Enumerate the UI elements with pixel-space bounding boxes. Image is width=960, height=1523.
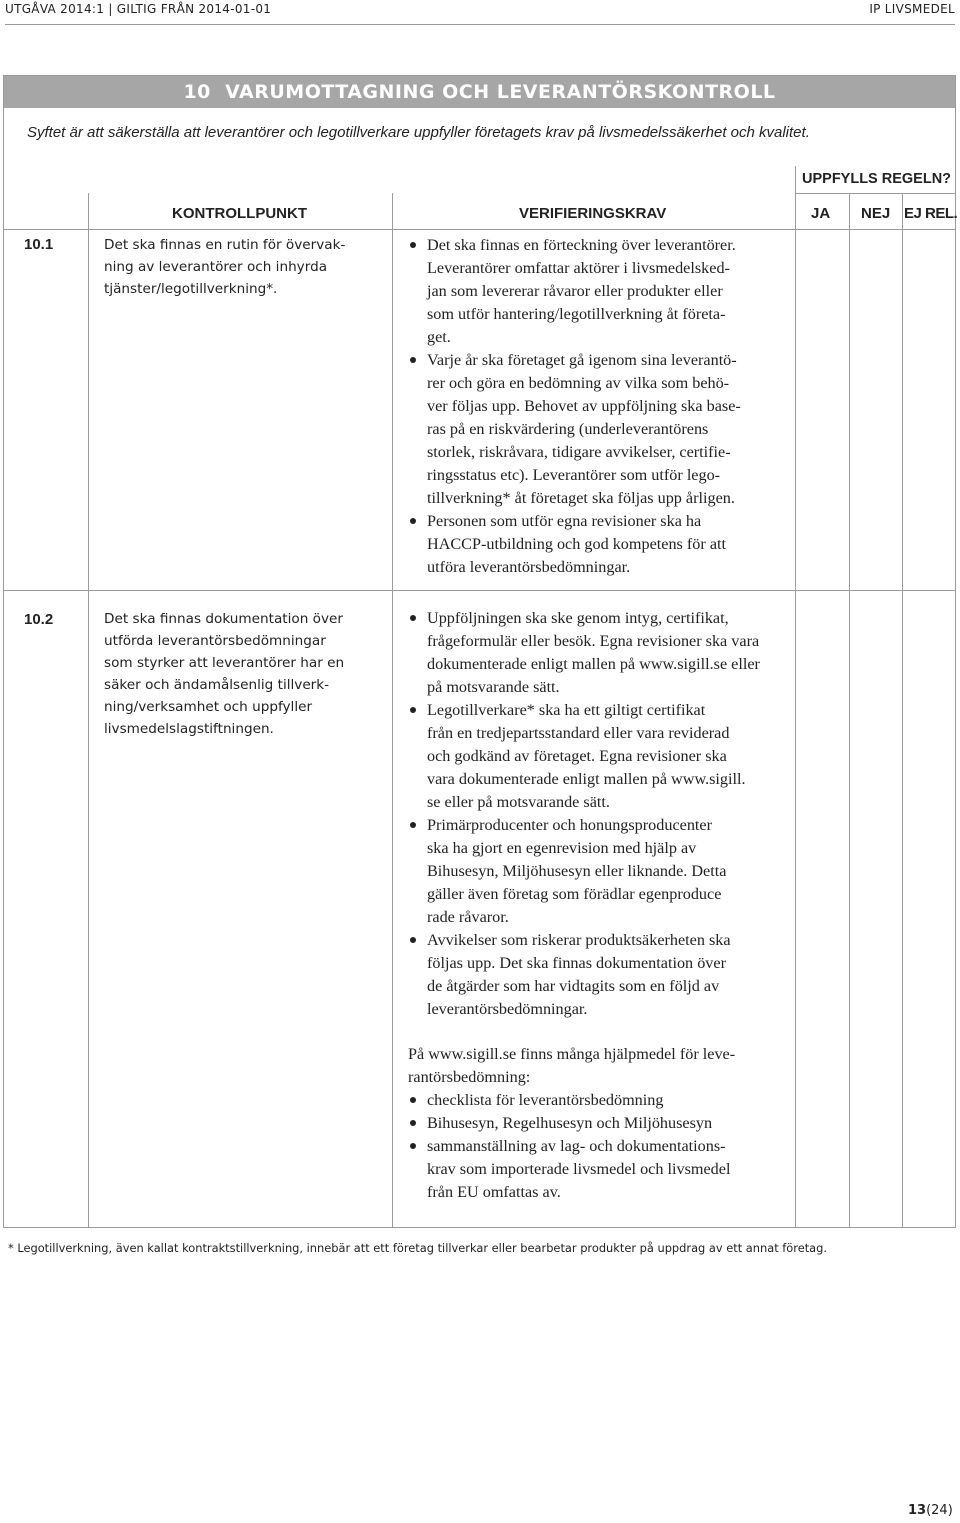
grid-line bbox=[392, 193, 393, 1228]
control-point-number: 10.2 bbox=[24, 611, 54, 628]
list-item: Personen som utför egna revisioner ska ha HACCP-utbildning och god kompetens för att utföra leverantörsbedömningar. bbox=[408, 510, 793, 579]
grid-line bbox=[3, 590, 956, 591]
section-title: 10 VARUMOTTAGNING OCH LEVERANTÖRSKONTROLL bbox=[4, 76, 955, 108]
verification-requirements bbox=[408, 607, 793, 1204]
grid-line bbox=[88, 193, 89, 1228]
list-item: Avvikelser som riskerar produktsäkerheten ska följas upp. Det ska finnas dokumentation över de åtgärder som har vidtagits som en följd av leverantörsbedömningar. bbox=[408, 929, 793, 1021]
control-point-number: 10.1 bbox=[24, 236, 54, 253]
running-header-edition: UTGÅVA 2014:1 | GILTIG FRÅN 2014-01-01 bbox=[5, 2, 272, 16]
page-number: 13(24) bbox=[908, 1503, 953, 1518]
list-item: Det ska finnas en förteckning över leverantörer. Leverantörer omfattar aktörer i livsmedelsked- jan som levererar råvaror eller produkter eller som utför hantering/legotillverkning åt företa- get. bbox=[408, 234, 793, 349]
running-header-title: IP LIVSMEDEL bbox=[869, 2, 955, 16]
section-purpose: Syftet är att säkerställa att leverantörer och legotillverkare uppfyller företagets krav på livsmedelssäkerhet och kvalitet. bbox=[27, 124, 810, 141]
column-header-kontrollpunkt: KONTROLLPUNKT bbox=[172, 205, 307, 222]
grid-line bbox=[3, 229, 956, 230]
list-item: Uppföljningen ska ske genom intyg, certifikat, frågeformulär eller besök. Egna revisioner ska vara dokumenterade enligt mallen på www.sigill.se eller på motsvarande sätt. bbox=[408, 607, 793, 699]
grid-line bbox=[902, 193, 903, 1228]
footnote: * Legotillverkning, även kallat kontraktstillverkning, innebär att ett företag tillverkar eller bearbetar produkter på uppdrag av ett annat företag. bbox=[8, 1241, 828, 1255]
list-item: Legotillverkare* ska ha ett giltigt certifikat från en tredjepartsstandard eller vara reviderad och godkänd av företaget. Egna revisioner ska vara dokumenterade enligt mallen på www.sigill. se eller på motsvarande sätt. bbox=[408, 699, 793, 814]
list-item: Bihusesyn, Regelhusesyn och Miljöhusesyn bbox=[408, 1112, 793, 1135]
compliance-header: UPPFYLLS REGELN? bbox=[802, 171, 952, 187]
column-header-verifieringskrav: VERIFIERINGSKRAV bbox=[519, 205, 667, 222]
control-point-text: Det ska finnas dokumentation över utförda leverantörsbedömningar som styrker att leverantörer har en säker och ändamålsenlig tillverk- ning/verksamhet och uppfyller livsmedelslagstiftningen. bbox=[104, 611, 345, 737]
list-item: checklista för leverantörsbedömning bbox=[408, 1089, 793, 1112]
header-rule bbox=[5, 24, 955, 25]
list-item: sammanställning av lag- och dokumentations- krav som importerade livsmedel och livsmedel från EU omfattas av. bbox=[408, 1135, 793, 1204]
control-point-text: Det ska finnas en rutin för övervak- ning av leverantörer och inhyrda tjänster/legotillverkning*. bbox=[104, 237, 346, 297]
column-header-ejrel: EJ REL. bbox=[904, 205, 958, 222]
column-header-ja: JA bbox=[811, 205, 831, 222]
compliance-header-rule bbox=[795, 193, 956, 194]
verification-requirements bbox=[408, 234, 793, 579]
grid-line bbox=[795, 166, 796, 1228]
list-item: Primärproducenter och honungsproducenter ska ha gjort en egenrevision med hjälp av Bihusesyn, Miljöhusesyn eller liknande. Detta gäller även företag som förädlar egenproduce rade råvaror. bbox=[408, 814, 793, 929]
grid-line bbox=[849, 193, 850, 1228]
help-intro: På www.sigill.se finns många hjälpmedel för leve- rantörsbedömning: bbox=[408, 1045, 736, 1086]
column-header-nej: NEJ bbox=[861, 205, 891, 222]
list-item: Varje år ska företaget gå igenom sina leverantö- rer och göra en bedömning av vilka som behö- ver följas upp. Behovet av uppföljning ska base- ras på en riskvärdering (underleverantörens storlek, riskråvara, tidigare avvikelser, certifie- ringsstatus etc). Leverantörer som utför lego- tillverkning* åt företaget ska följas upp årligen. bbox=[408, 349, 793, 510]
